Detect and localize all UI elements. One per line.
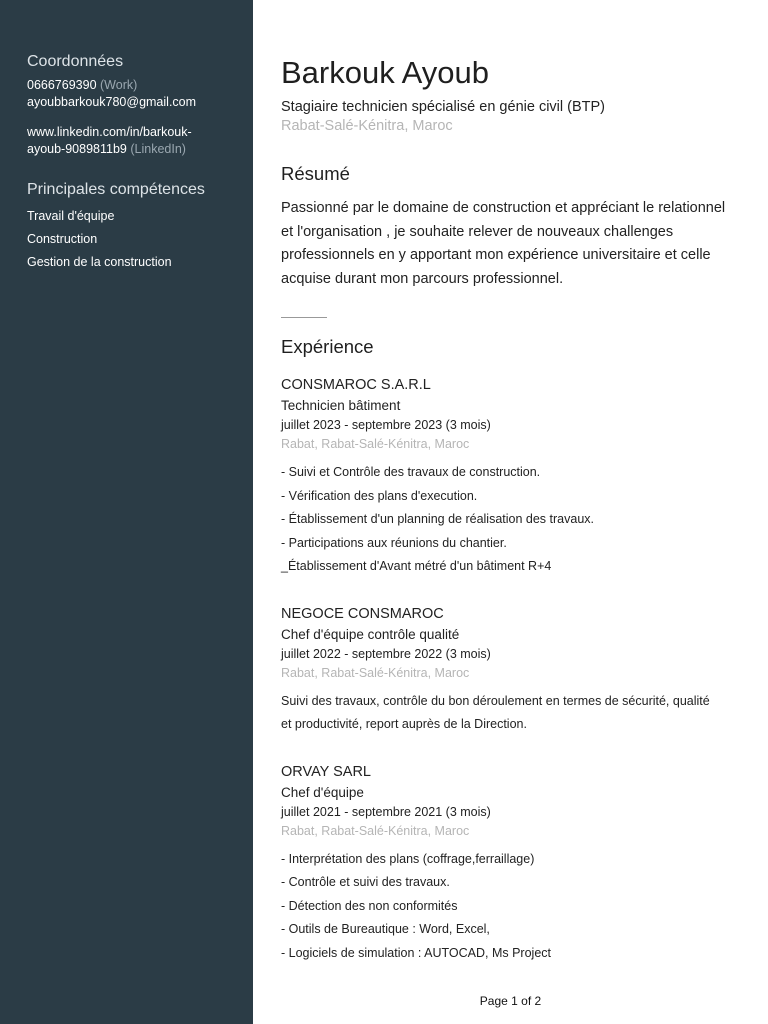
description-line: - Vérification des plans d'execution.: [281, 488, 478, 503]
company-name: CONSMAROC S.A.R.L: [281, 377, 431, 393]
experience-item: [281, 763, 741, 966]
company-name: NEGOCE CONSMAROC: [281, 605, 444, 622]
linkedin-link[interactable]: [27, 124, 253, 157]
job-dates: juillet 2022 - septembre 2022 (3 mois): [281, 646, 491, 661]
skill-item: Travail d'équipe: [27, 209, 115, 223]
job-location: Rabat, Rabat-Salé-Kénitra, Maroc: [281, 437, 470, 451]
phone-label: (Work): [100, 78, 138, 92]
summary-text: Passionné par le domaine de construction et appréciant le relationnel et l'organisation , je souhaite relever de nouveaux challenges professionnels en y apportant mon expérience universitaire et celle acquise durant mon parcours professionnel.: [281, 200, 726, 287]
description-line: - Logiciels de simulation : AUTOCAD, Ms Project: [281, 945, 552, 960]
profile-name: Barkouk Ayoub: [281, 55, 489, 90]
job-title: Chef d'équipe contrôle qualité: [281, 626, 460, 642]
job-description: [281, 848, 741, 966]
description-line: - Suivi et Contrôle des travaux de construction.: [281, 465, 541, 479]
section-divider: [281, 317, 327, 318]
company-name: ORVAY SARL: [281, 763, 371, 780]
description-line: - Contrôle et suivi des travaux.: [281, 875, 450, 889]
skill-item: Gestion de la construction: [27, 255, 172, 269]
job-title: Chef d'équipe: [281, 784, 364, 800]
linkedin-label: (LinkedIn): [130, 141, 186, 156]
phone-number: 0666769390: [27, 78, 97, 92]
phone-line: [27, 77, 253, 94]
experience-item: [281, 376, 741, 579]
job-dates: juillet 2021 - septembre 2021 (3 mois): [281, 804, 491, 819]
description-line: - Établissement d'un planning de réalisation des travaux.: [281, 512, 594, 526]
summary-title: Résumé: [281, 163, 350, 184]
linkedin-url-part2: ayoub-9089811b9: [27, 141, 127, 156]
job-title: Technicien bâtiment: [281, 398, 401, 413]
description-line: et productivité, report auprès de la Direction.: [281, 717, 527, 731]
experience-title: Expérience: [281, 336, 374, 357]
skills-heading: Principales compétences: [27, 181, 205, 198]
description-line: - Détection des non conformités: [281, 898, 458, 913]
job-location: Rabat, Rabat-Salé-Kénitra, Maroc: [281, 665, 470, 680]
description-line: - Outils de Bureautique : Word, Excel,: [281, 922, 490, 936]
description-line: Suivi des travaux, contrôle du bon déroulement en termes de sécurité, qualité: [281, 693, 710, 708]
linkedin-url-part2-line: [27, 141, 253, 158]
job-description: [281, 690, 741, 737]
main-content: [281, 0, 741, 965]
profile-headline: Stagiaire technicien spécialisé en génie civil (BTP): [281, 99, 605, 115]
profile-location: Rabat-Salé-Kénitra, Maroc: [281, 118, 453, 134]
skill-item: Construction: [27, 232, 98, 246]
description-line: - Interprétation des plans (coffrage,ferraillage): [281, 851, 535, 866]
description-line: _Établissement d'Avant métré d'un bâtiment R+4: [281, 559, 552, 573]
job-location: Rabat, Rabat-Salé-Kénitra, Maroc: [281, 823, 470, 838]
page-number: Page 1 of 2: [479, 994, 542, 1008]
description-line: - Participations aux réunions du chantier.: [281, 535, 507, 550]
experience-item: [281, 605, 741, 737]
contact-heading: Coordonnées: [27, 53, 124, 70]
job-description: [281, 461, 741, 579]
linkedin-url-part1: www.linkedin.com/in/barkouk-: [27, 125, 192, 139]
email-link[interactable]: ayoubbarkouk780@gmail.com: [27, 94, 197, 109]
job-dates: juillet 2023 - septembre 2023 (3 mois): [281, 418, 491, 432]
sidebar: [0, 0, 253, 1024]
